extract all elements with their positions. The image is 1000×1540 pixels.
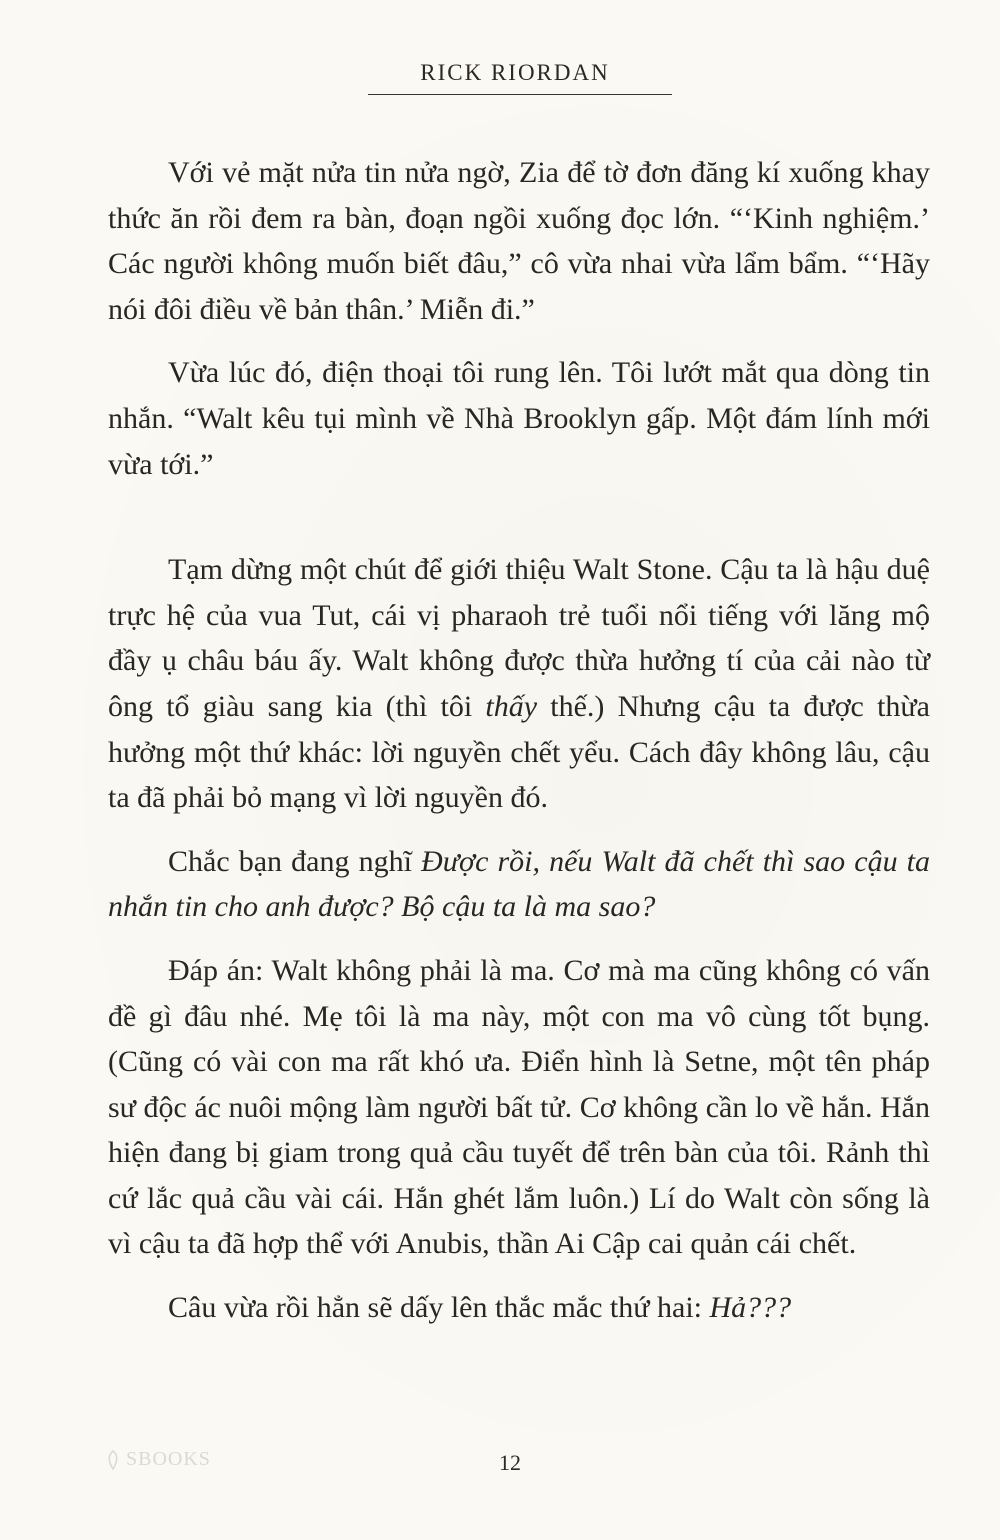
paragraph-3-italic: thấy	[485, 689, 538, 723]
paragraph-3-text-a: Tạm dừng một chút để giới thiệu Walt Stone. Cậu ta là hậu duệ trực hệ của vua Tut, cái vị pharaoh trẻ tuổi nổi tiếng với lăng mộ đầy ụ châu báu ấy. Walt không được thừa hưởng tí của cải nào từ ông tổ giàu sang kia (thì tôi	[108, 553, 930, 723]
paragraph-5: Đáp án: Walt không phải là ma. Cơ mà ma cũng không có vấn đề gì đâu nhé. Mẹ tôi là ma này, một con ma vô cùng tốt bụng. (Cũng có vài con ma rất khó ưa. Điển hình là Setne, một tên pháp sư độc ác nuôi mộng làm người bất tử. Cơ không cần lo về hắn. Hắn hiện đang bị giam trong quả cầu tuyết để trên bàn của tôi. Rảnh thì cứ lắc quả cầu vài cái. Hắn ghét lắm luôn.) Lí do Walt còn sống là vì cậu ta đã hợp thể với Anubis, thần Ai Cập cai quản cái chết.	[108, 953, 930, 1261]
paragraph-2: Vừa lúc đó, điện thoại tôi rung lên. Tôi lướt mắt qua dòng tin nhắn. “Walt kêu tụi mình về Nhà Brooklyn gấp. Một đám lính mới vừa tới.”	[108, 356, 930, 481]
paragraph-4	[108, 839, 930, 930]
publisher-watermark	[104, 1448, 211, 1471]
paragraph-4-text-a: Chắc bạn đang nghĩ	[168, 844, 422, 878]
paragraph-3-text-b: thế.) Nhưng cậu ta được thừa hưởng một thứ khác: lời nguyền chết yểu. Cách đây không lâu, cậu ta đã phải bỏ mạng vì lời nguyền đó.	[108, 689, 930, 815]
paragraph-1: Với vẻ mặt nửa tin nửa ngờ, Zia để tờ đơn đăng kí xuống khay thức ăn rồi đem ra bàn, đoạn ngồi xuống đọc lớn. “‘Kinh nghiệm.’ Các người không muốn biết đâu,” cô vừa nhai vừa lẩm bẩm. “‘Hãy nói đôi điều về bản thân.’ Miễn đi.”	[108, 156, 930, 326]
paragraph-3	[108, 547, 930, 821]
paragraph-6	[108, 1285, 930, 1331]
page-number: 12	[499, 1450, 521, 1475]
paragraph-6-text-a: Câu vừa rồi hẳn sẽ dấy lên thắc mắc thứ hai:	[168, 1291, 710, 1325]
paragraph-4-italic: Được rồi, nếu Walt đã chết thì sao cậu ta nhắn tin cho anh được? Bộ cậu ta là ma sao?	[108, 844, 931, 924]
paragraph-6-italic: Hả???	[709, 1291, 792, 1325]
running-head: RICK RIORDAN	[420, 60, 610, 85]
header-rule	[368, 94, 672, 95]
body-text	[108, 150, 930, 1349]
watermark-text: SBOOKS	[126, 1448, 211, 1470]
publisher-logo-icon	[104, 1449, 122, 1471]
